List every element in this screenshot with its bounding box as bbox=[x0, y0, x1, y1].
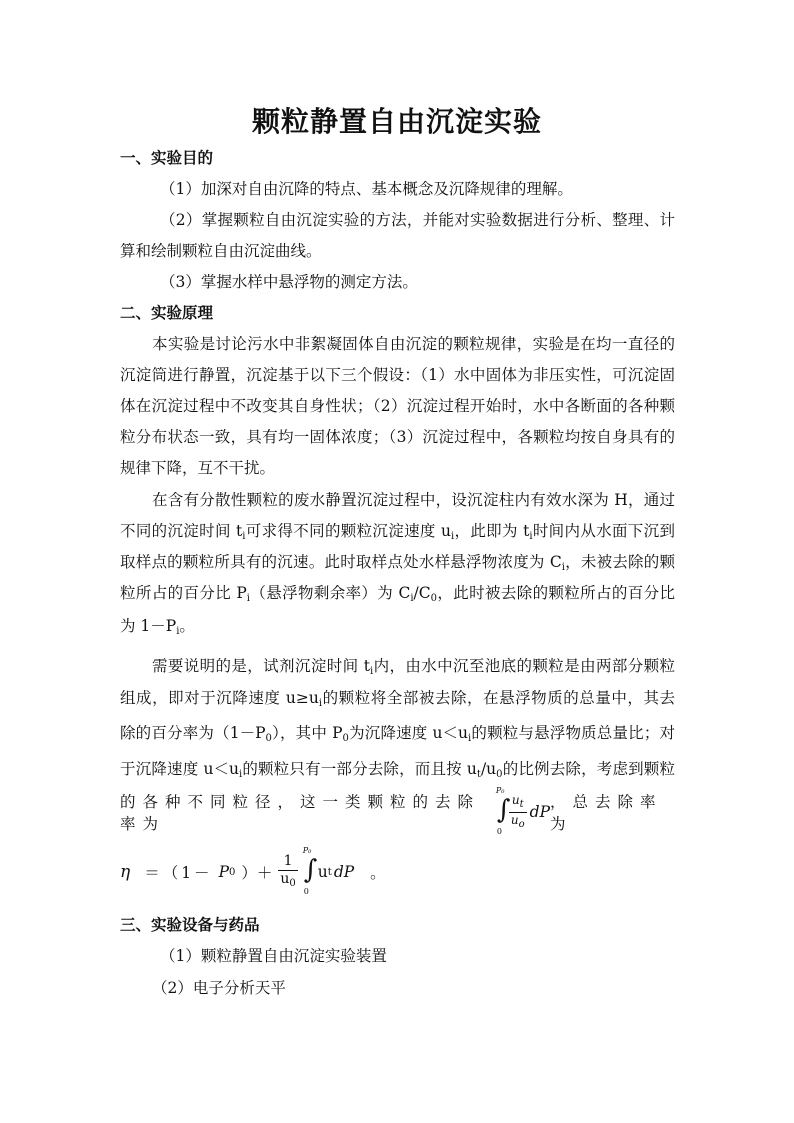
principle-p1-line-4: 粒分布状态一致，具有均一固体浓度；（3）沉淀过程中，各颗粒均按自身具有的 bbox=[120, 428, 675, 446]
objective-item-2: （2）掌握颗粒自由沉淀实验的方法，并能对实验数据进行分析、整理、计 bbox=[160, 211, 675, 229]
principle-p2-line-5: 为 $1-P_i$。 bbox=[120, 617, 195, 637]
principle-p2-line-3: 取样点的颗粒所具有的沉速。此时取样点处水样悬浮物浓度为 $C_i$，未被去除的颗 bbox=[120, 553, 675, 573]
principle-p2-line-4: 粒所占的百分比 $P_i$（悬浮物剩余率）为 $C_i/C_0$，此时被去除的颗粒所占的百分比 bbox=[120, 584, 675, 604]
principle-p2-line-2: 不同的沉淀时间 $t_i$可求得不同的颗粒沉淀速度 $u_i$，此即为 $t_i$时间内从水面下沉到 bbox=[120, 522, 675, 542]
principle-p1-line-3: 体在沉淀过程中不改变其自身性状；（2）沉淀过程开始时，水中各断面的各种颗 bbox=[120, 397, 675, 415]
velocity-ratio-fraction: $\frac{u_t}{u_o}$ bbox=[510, 792, 525, 830]
partial-removal-formula: ∫ P₀ 0 $\frac{u_t}{u_o}$ dP bbox=[495, 786, 551, 836]
objective-item-1: （1）加深对自由沉降的特点、基本概念及沉降规律的理解。 bbox=[160, 180, 573, 198]
principle-p1-line-1: 本实验是讨论污水中非絮凝固体自由沉淀的颗粒规律，实验是在均一直径的 bbox=[152, 335, 675, 353]
section-heading-equipment: 三、实验设备与药品 bbox=[120, 916, 260, 934]
total-removal-formula: η ＝（1－ P 0 ）＋ $\frac{1}{u_0}$ ∫ P₀ 0 u t dP 。 bbox=[120, 846, 386, 896]
principle-p2-line-1: 在含有分散性颗粒的废水静置沉淀过程中，设沉淀柱内有效水深为 H，通过 bbox=[152, 491, 675, 509]
principle-p3-line-4: 于沉降速度 $u<u_i$的颗粒只有一部分去除，而且按 $u_t/u_0$的比例去除，考虑到颗粒 bbox=[120, 760, 675, 780]
page-title: 颗粒静置自由沉淀实验 bbox=[251, 105, 542, 138]
objective-item-3: （3）掌握水样中悬浮物的测定方法。 bbox=[160, 273, 418, 291]
section-heading-principle: 二、实验原理 bbox=[120, 304, 214, 322]
principle-p3-line-5: 的各种不同粒径，这一类颗粒的去除率为 ∫ P₀ 0 $\frac{u_t}{u_o}$ dP ，总去除率为 bbox=[120, 786, 663, 836]
section-heading-objectives: 一、实验目的 bbox=[120, 149, 214, 167]
one-over-u0-fraction: $\frac{1}{u_0}$ bbox=[280, 852, 296, 889]
objective-item-2-cont: 算和绘制颗粒自由沉淀曲线。 bbox=[120, 242, 322, 260]
equipment-item-2: （2）电子分析天平 bbox=[152, 979, 286, 997]
integral-sign-total: ∫ P₀ 0 bbox=[302, 846, 318, 896]
principle-p1-line-2: 沉淀筒进行静置，沉淀基于以下三个假设：（1）水中固体为非压实性，可沉淀固 bbox=[120, 366, 675, 384]
principle-p1-line-5: 规律下降，互不干扰。 bbox=[120, 459, 276, 477]
principle-p3-line-3: 除的百分率为$(1-P_0)$，其中 $P_0$为沉降速度 $u<u_i$的颗粒与悬浮物质总量比；对 bbox=[120, 724, 675, 744]
equipment-item-1: （1）颗粒静置自由沉淀实验装置 bbox=[160, 947, 387, 965]
principle-p3-line-2: 组成，即对于沉降速度 $u\ge u_i$的颗粒将全部被去除，在悬浮物质的总量中，其去 bbox=[120, 689, 675, 709]
integral-sign: ∫ P₀ 0 bbox=[495, 786, 511, 836]
principle-p3-line-1: 需要说明的是，试剂沉淀时间 $t_i$内，由水中沉至池底的颗粒是由两部分颗粒 bbox=[152, 657, 675, 677]
